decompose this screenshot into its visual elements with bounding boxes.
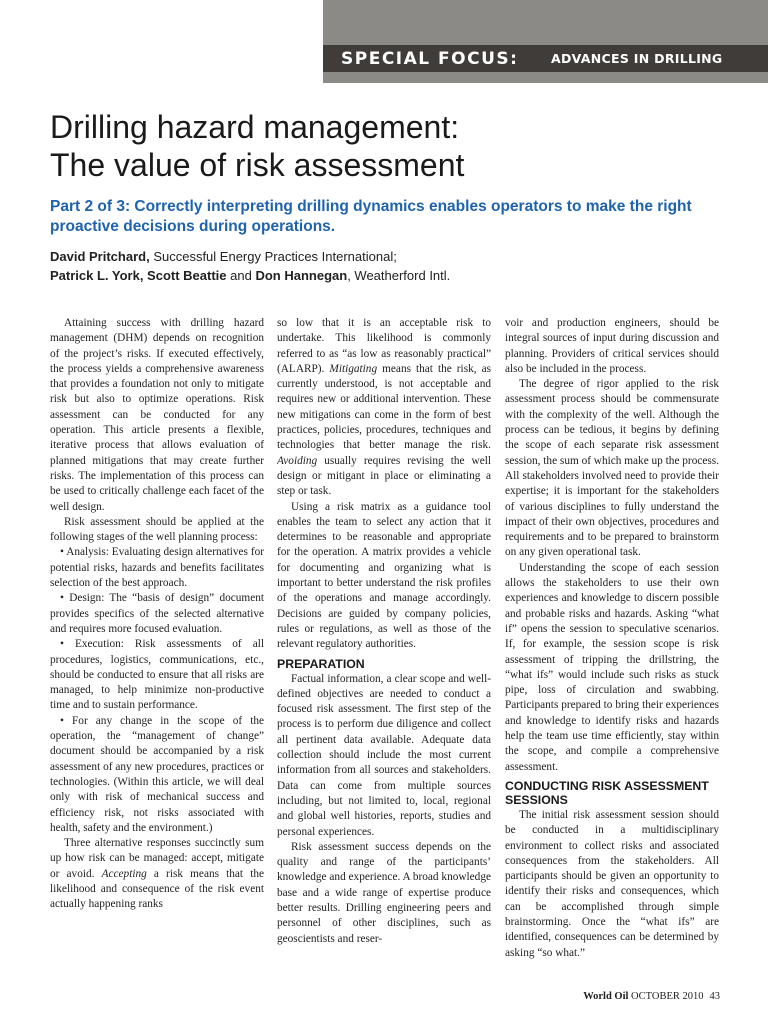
paragraph: The initial risk assessment session should be conducted in a multidisciplinary environment to collect risks and associated consequences from the stakeholders. All participants should be given an opportunity to identify their risks and consequences, which can be accomplished through simple brainstorming. Once the “what ifs” are identified, consequences can be determined by asking “so what.” — [505, 808, 719, 959]
paragraph: voir and production engineers, should be integral sources of input during discussion and planning. Providers of critical services should also be included in the process. — [505, 317, 719, 375]
article-title-line-2: The value of risk assessment — [50, 147, 465, 183]
bullet-item: • Design: The “basis of design” document provides specifics of the selected alternative and requires more focused evaluation. — [50, 592, 264, 635]
author-name: Don Hannegan — [255, 268, 348, 283]
author-affiliation: Successful Energy Practices International; — [149, 249, 397, 264]
byline-line-2 — [50, 266, 750, 285]
article-deck: Part 2 of 3: Correctly interpreting drilling dynamics enables operators to make the right proactive decisions during operations. — [50, 198, 692, 235]
text-run: so low that it is an acceptable risk to undertake. This likelihood is commonly referred to as “as low as reasonably practical” (ALARP). — [277, 317, 491, 375]
paragraph: Using a risk matrix as a guidance tool enables the team to select any action that it determines to be reasonable and appropriate for the operation. A matrix provides a vehicle for documenting and organizing what is important to better understand the risk profiles of the operations and manage accordingly. Decisions are guided by company policies, rules or regulations, as well as those of the relevant regulatory authorities. — [277, 500, 491, 651]
section-topic-label: ADVANCES IN DRILLING — [551, 51, 723, 66]
author-names: Patrick L. York, Scott Beattie — [50, 268, 227, 283]
emphasis-term: Accepting — [101, 867, 147, 880]
paragraph: Attaining success with drilling hazard management (DHM) depends on recognition of the project’s risks. If executed effectively, the process yields a comprehensive awareness that provides a foundation not only to mitigate risk but also to optimize operations. Risk assessment can be conducted for any operation. This article presents a flexible, iterative process that allows evaluation of planned mitigations that may create further risks. The implementation of this process can be used to critically challenge each facet of the well design. — [50, 317, 264, 513]
paragraph: Risk assessment should be applied at the following stages of the well planning process: — [50, 515, 264, 544]
section-heading-conducting-sessions: CONDUCTING RISK ASSESSMENT SESSIONS — [505, 778, 709, 807]
text-run: a risk means that the likelihood and consequence of the risk event actually happening ranks — [50, 867, 264, 911]
text-column-3 — [505, 316, 719, 986]
text-run: means that the risk, as currently understood, is not acceptable and requires new or additional intervention. These new mitigations can come in the form of best practices, policies, procedures, techniques and technologies that better manage the risk. — [277, 362, 491, 452]
paragraph — [277, 316, 491, 500]
paragraph: The degree of rigor applied to the risk assessment process should be commensurate with the complexity of the well. Although the process can be tedious, it begins by defining the scope of each separate risk assessment session, the sum of which make up the process. All stakeholders involved need to provide their expertise; it is important for the stakeholders of various disciplines to fully understand the impact of their own objectives, procedures and requirements and to be prepared to brainstorm on any given operational task. — [505, 378, 719, 559]
issue-date: OCTOBER 2010 — [628, 991, 704, 1002]
section-heading-preparation: PREPARATION — [277, 656, 365, 671]
text-column-1 — [50, 316, 264, 986]
bullet-item: • Execution: Risk assessments of all procedures, logistics, communications, etc., should be conducted to ensure that all risks are managed, to help minimize non-productive time and to sustain performance. — [50, 638, 264, 712]
paragraph: Factual information, a clear scope and well-defined objectives are needed to conduct a focused risk assessment. The first step of the process is to perform due diligence and collect all pertinent data available. Adequate data collection should include the most current information from all sources and stakeholders. Data can come from multiple sources including, but not limited to, local, regional and global well histories, reports, studies and personal experiences. — [277, 672, 491, 838]
special-focus-label: SPECIAL FOCUS: — [341, 49, 519, 69]
article-title — [50, 108, 750, 184]
text-run: usually requires revising the well design or mitigant in place or eliminating a step or task. — [277, 454, 491, 498]
bullet-item: • For any change in the scope of the operation, the “management of change” document should be accompanied by a risk assessment of any new procedures, practices or technologies. (Within this article, we will deal only with risk of mechanical success and efficiency risk, not risks associated with health, safety and the environment.) — [50, 714, 264, 834]
paragraph — [50, 836, 264, 912]
byline-conjunction: and — [226, 268, 256, 283]
byline — [50, 247, 750, 285]
section-banner-bar — [323, 45, 768, 72]
article-title-line-1: Drilling hazard management: — [50, 109, 460, 145]
paragraph: Risk assessment success depends on the quality and range of the participants’ knowledge and experience. A broad knowledge base and a wide range of expertise produce better results. Drilling engineering peers and personnel of other disciplines, such as geoscientists and reser- — [277, 840, 491, 945]
bullet-item: • Analysis: Evaluating design alternatives for potential risks, hazards and benefits facilitates selection of the best approach. — [50, 546, 264, 590]
page-number: 43 — [709, 991, 720, 1002]
paragraph: Understanding the scope of each session allows the stakeholders to use their own experiences and knowledge to discern possible and probable risks and hazards. Asking “what if” opens the session to speculative scenarios. If, for example, the session scope is risk assessment of tripping the drillstring, the “what ifs” would include such risks as stuck pipe, loss of circulation and swabbing. Participants prepared to bring their experiences and knowledge to identify risks and hazards help the team use time efficiently, stay within the scope, and compile a comprehensive assessment. — [505, 561, 719, 773]
author-name: David Pritchard, — [50, 249, 150, 264]
magazine-name: World Oil — [583, 991, 629, 1002]
text-run: Three alternative responses succinctly sum up how risk can be managed: accept, mitigate or avoid. — [50, 837, 264, 880]
byline-line-1 — [50, 247, 750, 266]
emphasis-term: Avoiding — [277, 454, 318, 467]
author-affiliation: , Weatherford Intl. — [347, 268, 451, 283]
section-banner — [323, 0, 768, 83]
emphasis-term: Mitigating — [329, 362, 378, 375]
page-footer — [560, 990, 720, 1003]
text-column-2 — [277, 316, 491, 986]
